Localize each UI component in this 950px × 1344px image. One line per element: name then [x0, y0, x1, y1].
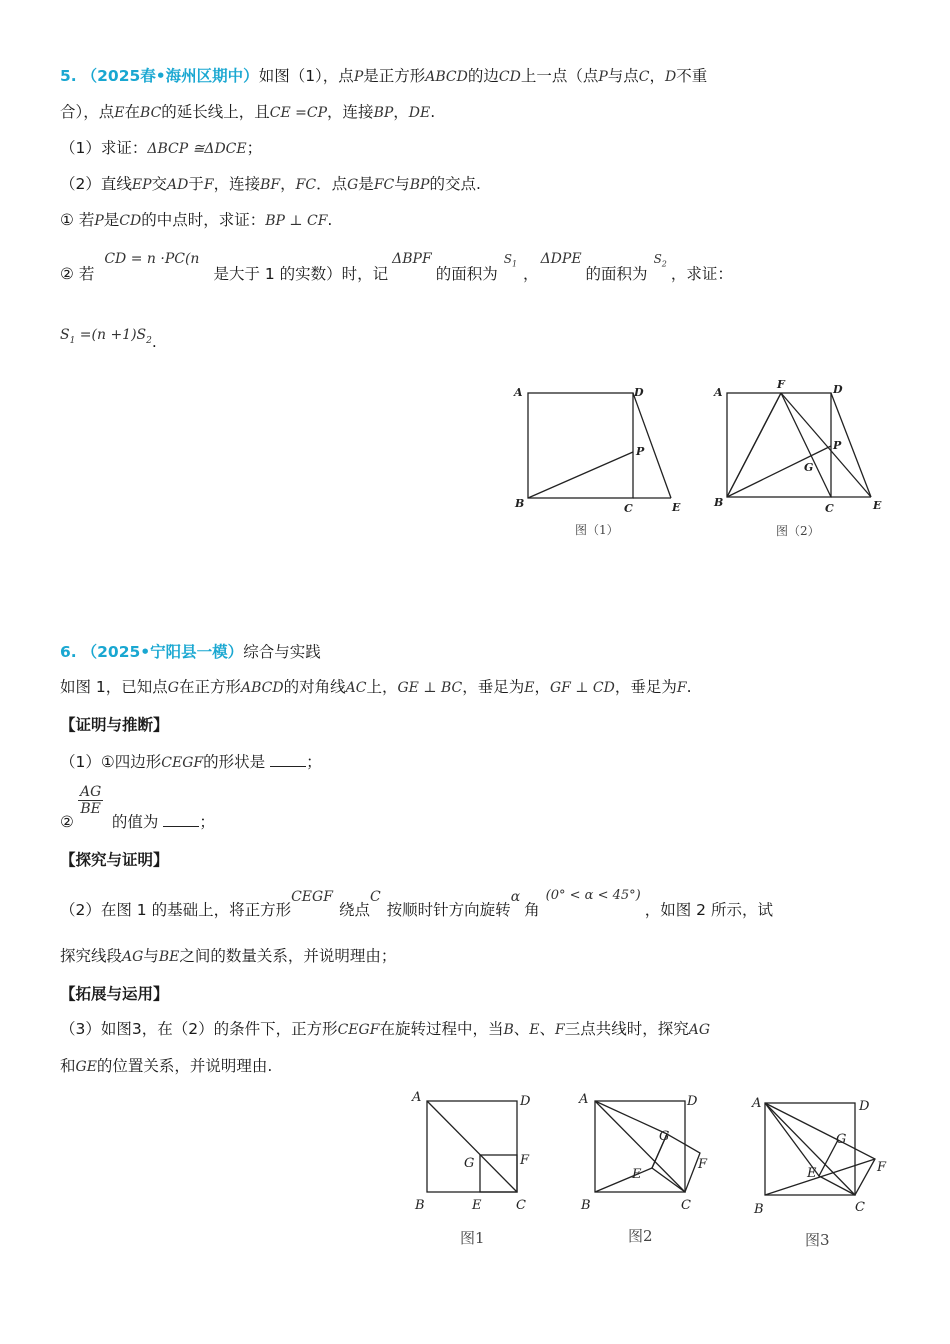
q6-fig3-label-e: E [807, 1166, 817, 1181]
q6-q2-line-2: 探究线段AG与BE之间的数量关系，并说明理由； [60, 947, 397, 965]
q6-q3-line-2: 和GE的位置关系，并说明理由. [60, 1057, 273, 1075]
q6-fig2-label-d: D [687, 1094, 698, 1109]
q6-fig2-caption: 图2 [628, 1227, 653, 1245]
q6-fig3-label-g: G [836, 1132, 847, 1147]
q5-fig2-label-c: C [825, 502, 834, 515]
q6-fig3-label-b: B [754, 1202, 764, 1217]
q5-line-1: 5. （2025春•海州区期中）如图（1），点P是正方形ABCD的边CD上一点（点P与点C，D不重 [60, 67, 708, 85]
answer-blank-1[interactable] [270, 752, 306, 767]
q6-fig1-label-d: D [520, 1094, 531, 1109]
q5-case-2: ② 若CD = n ·PC(n是大于 1 的实数）时，记ΔBPF的面积为$^{S_1}$，ΔDPE的面积为$^{S_2}$，求证： [60, 251, 733, 283]
q6-fig1-diagonal [427, 1101, 517, 1192]
q6-fig3-label-f: F [877, 1160, 887, 1175]
q6-fig2-label-e: E [632, 1167, 642, 1182]
q5-line-2: 合），点E在BC的延长线上，且CE =CP，连接BP，DE. [60, 103, 436, 121]
q6-fig3-ac [765, 1103, 855, 1195]
q5-fig2-fe [781, 393, 871, 497]
q6-title: 综合与实践 [243, 643, 321, 661]
q6-fig3-label-c: C [855, 1200, 865, 1215]
answer-blank-2[interactable] [163, 812, 199, 827]
q5-fig1-square [528, 393, 633, 498]
q6-fig1-label-e: E [472, 1198, 482, 1213]
q6-fig3-label-a: A [752, 1096, 762, 1111]
q5-source: （2025春•海州区期中） [81, 67, 259, 85]
q5-fig2-label-a: A [714, 386, 723, 399]
q6-section-2: 【探究与证明】 [60, 851, 169, 869]
q6-q1-part2: ② 的值为 ； [60, 813, 215, 831]
q6-fig1-label-c: C [516, 1198, 526, 1213]
q5-conclusion: $S_1 =(n +1)S_2$. [60, 327, 157, 351]
q5-fig1-bp [528, 452, 633, 498]
q5-part-2: （2）直线EP交AD于F，连接BF，FC．点G是FC与BP的交点. [60, 175, 481, 193]
q6-fig1-label-b: B [415, 1198, 425, 1213]
ag-over-be-fraction: $\frac{AG}{BE}$ [80, 784, 102, 817]
q6-q1: （1）①四边形CEGF的形状是 ； [60, 753, 322, 771]
q6-fig2-label-c: C [681, 1198, 691, 1213]
q6-figures [400, 1085, 895, 1255]
q5-fig2-label-p: P [833, 439, 842, 452]
q5-fig2-square [727, 393, 831, 497]
q5-fig2-label-d: D [833, 383, 843, 396]
q5-part-1: （1）求证：ΔBCP ≅ΔDCE； [60, 139, 263, 157]
q6-intro: 如图 1，已知点G在正方形ABCD的对角线AC上，GE ⊥ BC，垂足为E，GF ⊥ CD，垂足为F. [60, 678, 692, 696]
q6-fig1-label-g: G [464, 1156, 475, 1171]
q6-fig3-caption: 图3 [805, 1231, 830, 1249]
q5-fig2-label-g: G [804, 461, 814, 474]
q6-fig2-label-a: A [579, 1092, 589, 1107]
q6-fig2-ag [595, 1101, 667, 1134]
q6-q2-line-1: （2）在图 1 的基础上，将正方形CEGF绕点C按顺时针方向旋转α角$^{(0^\circ < \alpha < 45^\circ)}$，如图 2 所示，试 [60, 888, 773, 919]
q6-fig2-be [595, 1168, 652, 1192]
q5-fig2-label-e: E [873, 499, 882, 512]
q5-fig1-label-a: A [514, 386, 523, 399]
q5-fig2-caption: 图（2） [776, 524, 820, 538]
q5-fig2-label-f: F [777, 378, 785, 391]
q5-fig1-label-b: B [515, 497, 525, 510]
q6-fig3-ag [765, 1103, 838, 1140]
q5-figures [505, 375, 895, 550]
q5-fig2-bd [727, 393, 781, 497]
q6-fig2-label-b: B [581, 1198, 591, 1213]
q6-section-1: 【证明与推断】 [60, 716, 169, 734]
q6-fig1-label-a: A [412, 1090, 422, 1105]
q5-fig1-caption: 图（1） [575, 523, 619, 537]
q6-section-3: 【拓展与运用】 [60, 985, 169, 1003]
q5-fig1-label-c: C [624, 502, 633, 515]
q6-fig2-label-g: G [659, 1129, 670, 1144]
q6-q3-line-1: （3）如图3，在（2）的条件下，正方形CEGF在旋转过程中，当B、E、F三点共线时，探究AG [60, 1020, 711, 1038]
q5-fig2-fc [781, 393, 831, 497]
q5-fig1-label-d: D [634, 386, 644, 399]
q6-fig1-caption: 图1 [460, 1229, 485, 1247]
q6-fig1-label-f: F [520, 1153, 530, 1168]
q5-case-1: ① 若P是CD的中点时，求证：BP ⊥ CF. [60, 211, 333, 229]
q5-fig2-bp [727, 446, 831, 497]
q5-fig2-label-b: B [714, 496, 724, 509]
q5-fig1-label-p: P [636, 445, 645, 458]
q6-fig3-label-d: D [859, 1099, 870, 1114]
q6-fig2-label-f: F [698, 1157, 708, 1172]
q6-heading [60, 640, 321, 664]
q6-source: （2025•宁阳县一模） [81, 643, 244, 661]
q6-number: 6. [60, 643, 77, 661]
q5-fig1-label-e: E [672, 501, 681, 514]
q5-number: 5. [60, 67, 77, 85]
